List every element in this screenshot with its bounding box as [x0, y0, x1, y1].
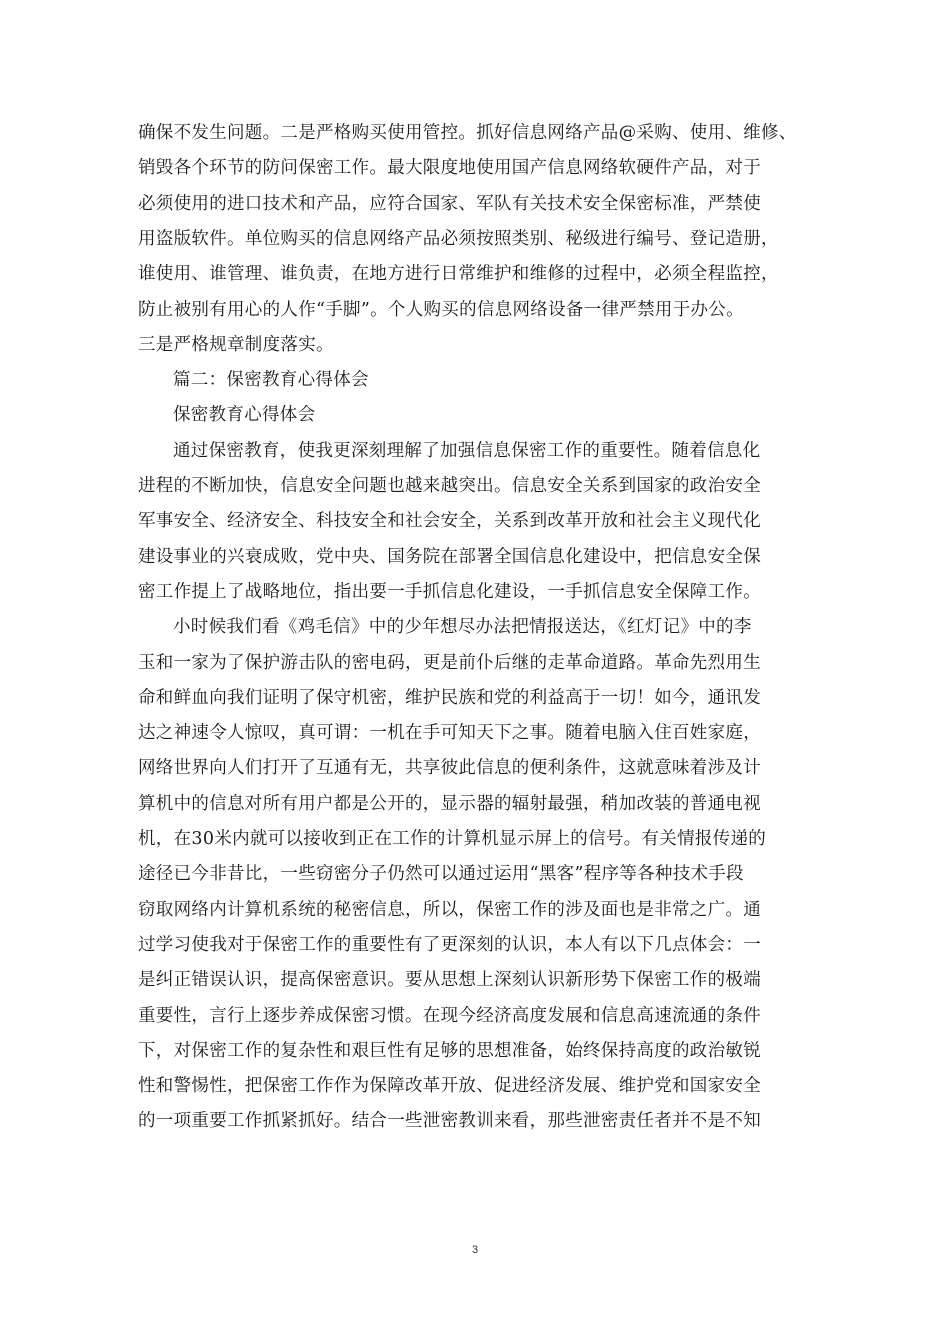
text-line: 算机中的信息对所有用户都是公开的，显示器的辐射最强，稍加改装的普通电视 [138, 793, 761, 814]
text-line: 进程的不断加快，信息安全问题也越来越突出。信息安全关系到国家的政治安全 [138, 476, 761, 496]
text-line: 必须使用的进口技术和产品，应符合国家、军队有关技术安全保密标准，严禁使 [138, 193, 761, 214]
text-line: 是纠正错误认识，提高保密意识。要从思想上深刻认识新形势下保密工作的极端 [138, 970, 761, 991]
text-line: 机，在30米内就可以接收到正在工作的计算机显示屏上的信号。有关情报传递的 [138, 829, 767, 849]
text-line: 小时候我们看《鸡毛信》中的少年想尽办法把情报送达，《红灯记》中的李 [173, 617, 752, 638]
text-line: 命和鲜血向我们证明了保守机密，维护民族和党的利益高于一切！如今，通讯发 [138, 687, 761, 708]
text-line: 密工作提上了战略地位，指出要一手抓信息化建设，一手抓信息安全保障工作。 [138, 581, 761, 602]
text-line: 销毁各个环节的防问保密工作。最大限度地使用国产信息网络软硬件产品，对于 [138, 158, 761, 179]
text-line: 军事安全、经济安全、科技安全和社会安全，关系到改革开放和社会主义现代化 [138, 511, 761, 532]
text-line: 用盗版软件。单位购买的信息网络产品必须按照类别、秘级进行编号、登记造册， [138, 228, 779, 249]
text-line: 的一项重要工作抓紧抓好。结合一些泄密教训来看，那些泄密责任者并不是不知 [138, 1111, 761, 1132]
text-line: 确保不发生问题。二是严格购买使用管控。抓好信息网络产品@采购、使用、维修、 [138, 123, 797, 143]
text-line: 通过保密教育，使我更深刻理解了加强信息保密工作的重要性。随着信息化 [173, 440, 761, 461]
text-line: 过学习使我对于保密工作的重要性有了更深刻的认识，本人有以下几点体会：一 [138, 934, 761, 955]
text-line: 篇二：保密教育心得体会 [173, 370, 369, 391]
text-line: 网络世界向人们打开了互通有无，共享彼此信息的便利条件，这就意味着涉及计 [138, 758, 761, 779]
text-line: 谁使用、谁管理、谁负责，在地方进行日常维护和维修的过程中，必须全程监控， [138, 264, 779, 285]
text-line: 玉和一家为了保护游击队的密电码，更是前仆后继的走革命道路。革命先烈用生 [138, 652, 761, 673]
text-line: 保密教育心得体会 [173, 405, 316, 426]
text-line: 达之神速令人惊叹，真可谓：一机在手可知天下之事。随着电脑入住百姓家庭， [138, 723, 761, 744]
text-line: 三是严格规章制度落实。 [138, 334, 334, 355]
text-line: 窃取网络内计算机系统的秘密信息，所以，保密工作的涉及面也是非常之广。通 [138, 899, 761, 920]
text-line: 途径已今非昔比，一些窃密分子仍然可以通过运用“黑客”程序等各种技术手段 [138, 864, 744, 885]
page-number: 3 [471, 1244, 479, 1256]
text-line: 下，对保密工作的复杂性和艰巨性有足够的思想准备，始终保持高度的政治敏锐 [138, 1040, 761, 1061]
text-line: 建设事业的兴衰成败，党中央、国务院在部署全国信息化建设中，把信息安全保 [138, 546, 761, 567]
text-line: 性和警惕性，把保密工作作为保障改革开放、促进经济发展、维护党和国家安全 [138, 1076, 761, 1097]
text-line: 重要性，言行上逐步养成保密习惯。在现今经济高度发展和信息高速流通的条件 [138, 1005, 761, 1026]
text-line: 防止被别有用心的人作“手脚”。个人购买的信息网络设备一律严禁用于办公。 [138, 299, 744, 320]
